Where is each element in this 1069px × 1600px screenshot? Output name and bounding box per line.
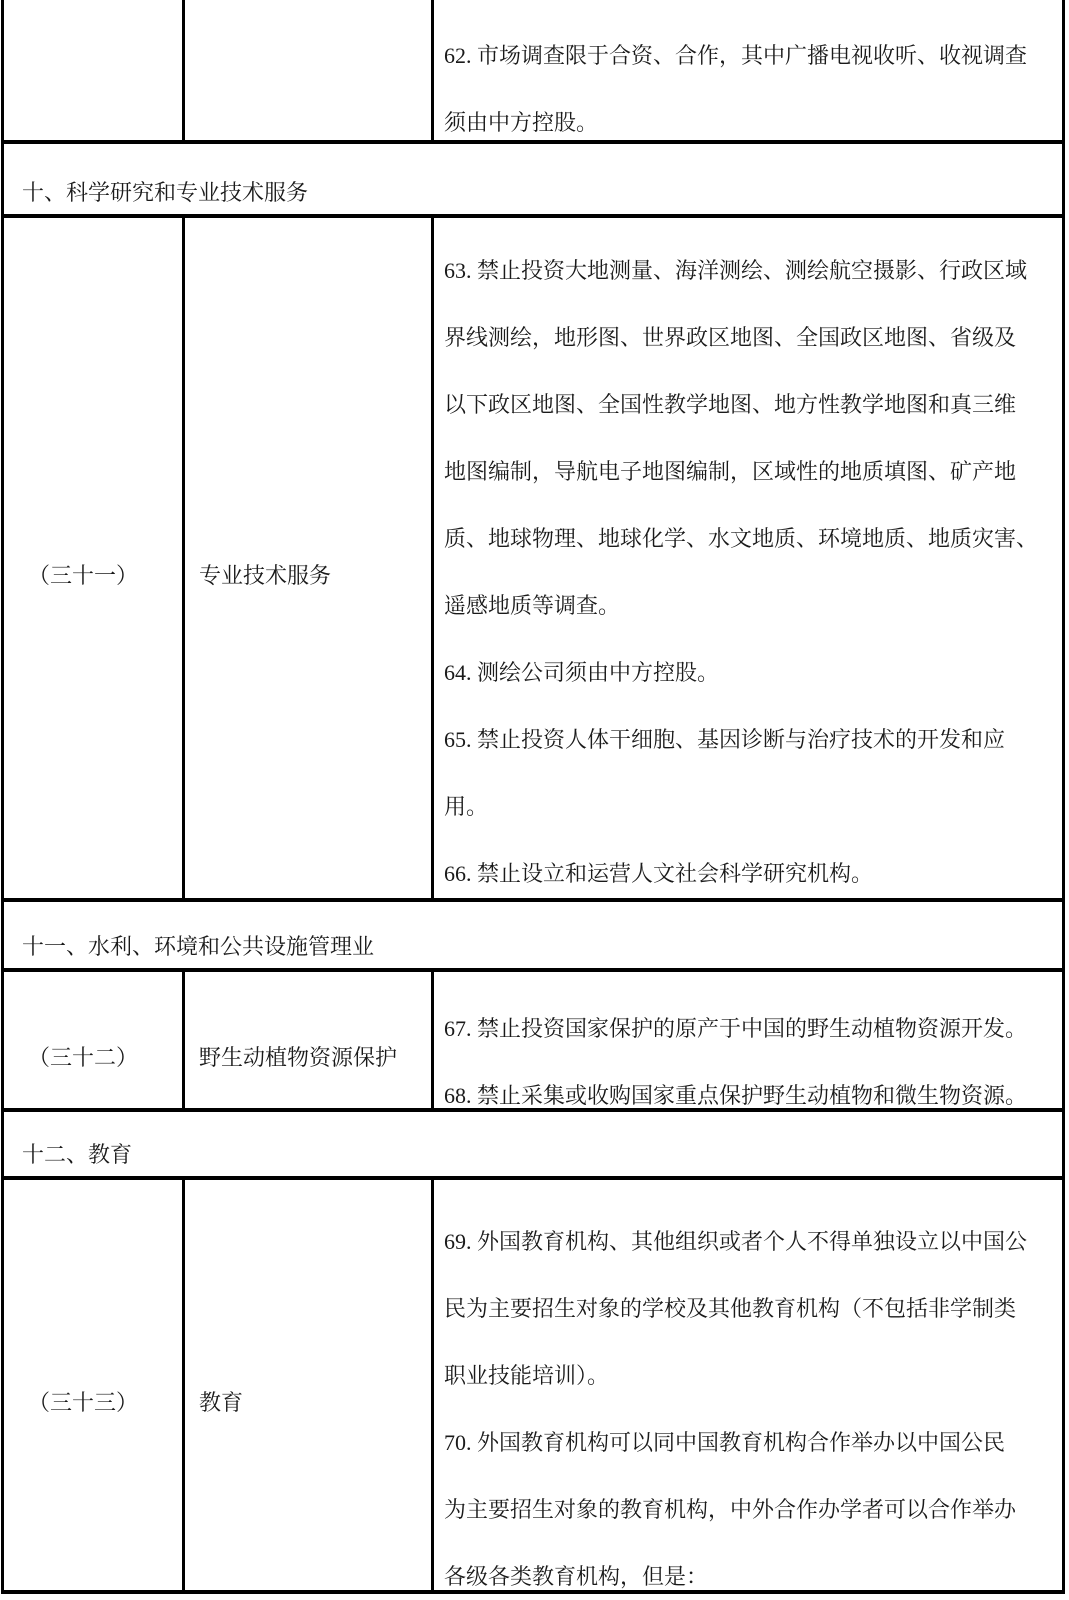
entry-number: （三十一） [28, 563, 139, 588]
measure-text-line: 64. 测绘公司须由中方控股。 [444, 660, 720, 685]
measure-text-line: 以下政区地图、全国性教学地图、地方性教学地图和真三维 [444, 392, 1017, 417]
entry-row [4, 1180, 1062, 1594]
measure-text-line: 67. 禁止投资国家保护的原产于中国的野生动植物资源开发。 [444, 1016, 1028, 1041]
measure-text-line: 各级各类教育机构，但是： [444, 1564, 709, 1589]
entry-row [4, 972, 1062, 1112]
entry-number-cell [4, 0, 185, 140]
measure-text-line: 职业技能培训）。 [444, 1363, 610, 1388]
entry-sector-cell [185, 1180, 434, 1590]
measure-text-line: 为主要招生对象的教育机构，中外合作办学者可以合作举办 [444, 1497, 1017, 1522]
measure-text-line: 质、地球物理、地球化学、水文地质、环境地质、地质灾害、 [444, 526, 1039, 551]
entry-number: （三十三） [28, 1390, 139, 1415]
entry-row [4, 218, 1062, 902]
section-title: 十、科学研究和专业技术服务 [22, 180, 309, 205]
section-title: 十二、教育 [22, 1142, 133, 1167]
section-header-row [4, 144, 1062, 218]
measure-text-line: 界线测绘，地形图、世界政区地图、全国政区地图、省级及 [444, 325, 1017, 350]
entry-sector-cell [185, 0, 434, 140]
measure-text-line: 地图编制，导航电子地图编制，区域性的地质填图、矿产地 [444, 459, 1017, 484]
entry-number-cell [4, 218, 185, 898]
entry-measures-cell [434, 0, 1062, 140]
entry-number-cell [4, 972, 185, 1108]
entry-row [4, 0, 1062, 144]
entry-sector-cell [185, 218, 434, 898]
entry-measures-cell [434, 218, 1062, 898]
measure-text-line: 68. 禁止采集或收购国家重点保护野生动植物和微生物资源。 [444, 1083, 1028, 1108]
entry-sector: 野生动植物资源保护 [199, 1045, 398, 1070]
negative-list-table [1, 0, 1065, 1594]
entry-sector-cell [185, 972, 434, 1108]
measure-text-line: 用。 [444, 794, 489, 819]
entry-number: （三十二） [28, 1045, 139, 1070]
measure-text-line: 66. 禁止设立和运营人文社会科学研究机构。 [444, 861, 874, 886]
measure-text-line: 63. 禁止投资大地测量、海洋测绘、测绘航空摄影、行政区域 [444, 258, 1028, 283]
section-header-row [4, 1112, 1062, 1180]
entry-measures-cell [434, 972, 1062, 1108]
measure-text-line: 遥感地质等调查。 [444, 593, 621, 618]
entry-number-cell [4, 1180, 185, 1590]
entry-sector: 教育 [199, 1390, 244, 1415]
measure-text-line: 须由中方控股。 [444, 110, 599, 135]
measure-text-line: 民为主要招生对象的学校及其他教育机构（不包括非学制类 [444, 1296, 1017, 1321]
section-title: 十一、水利、环境和公共设施管理业 [22, 934, 375, 959]
measure-text-line: 70. 外国教育机构可以同中国教育机构合作举办以中国公民 [444, 1430, 1006, 1455]
section-header-row [4, 902, 1062, 972]
entry-measures-cell [434, 1180, 1062, 1590]
measure-text-line: 69. 外国教育机构、其他组织或者个人不得单独设立以中国公 [444, 1229, 1028, 1254]
measure-text-line: 62. 市场调查限于合资、合作，其中广播电视收听、收视调查 [444, 43, 1028, 68]
measure-text-line: 65. 禁止投资人体干细胞、基因诊断与治疗技术的开发和应 [444, 727, 1006, 752]
entry-sector: 专业技术服务 [199, 563, 332, 588]
